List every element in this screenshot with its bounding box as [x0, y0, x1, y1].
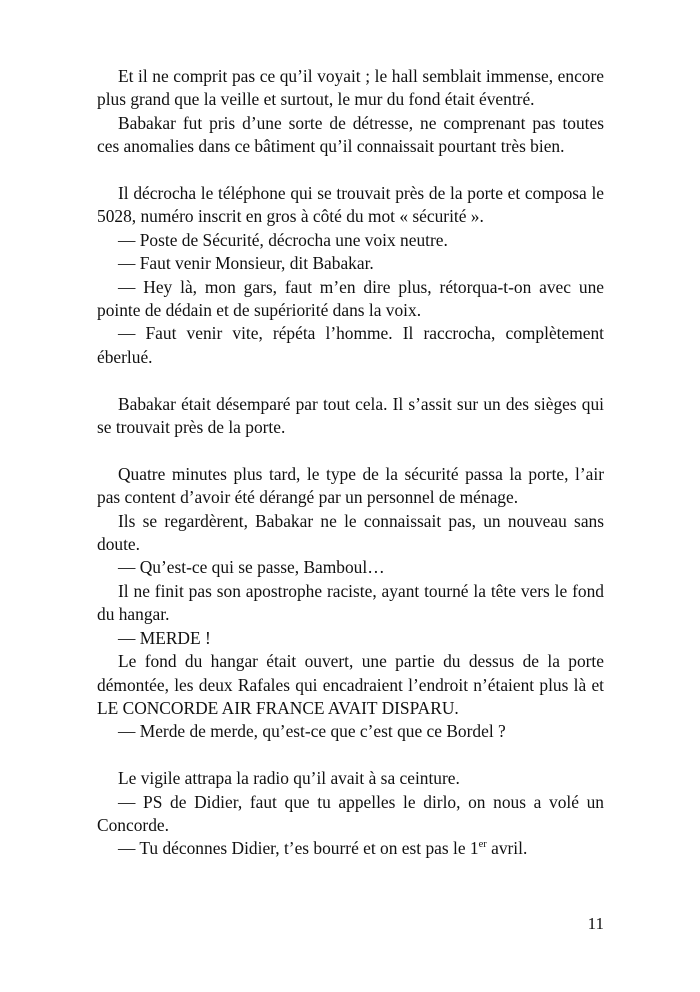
dialogue-text: — Tu déconnes Didier, t’es bourré et on est pas le 1 — [118, 838, 479, 859]
paragraph-gap — [97, 159, 604, 182]
paragraph-gap — [97, 369, 604, 392]
dialogue-line: — Faut venir vite, répéta l’homme. Il raccrocha, complètement éberlué. — [97, 323, 604, 367]
paragraph: Babakar était désemparé par tout cela. Il s’assit sur un des sièges qui se trouvait près de la porte. — [97, 393, 604, 438]
dialogue-line: — Faut venir Monsieur, dit Babakar. — [118, 253, 374, 274]
dialogue-line: — Qu’est-ce qui se passe, Bamboul… — [118, 557, 385, 578]
paragraph: Le vigile attrapa la radio qu’il avait à sa ceinture. — [118, 768, 460, 789]
paragraph: Quatre minutes plus tard, le type de la sécurité passa la porte, l’air pas content d’avoir été dérangé par un personnel de ménage. — [97, 463, 604, 508]
paragraph-gap — [97, 744, 604, 767]
dialogue-line: — MERDE ! — [118, 627, 211, 648]
body-text — [97, 65, 604, 861]
dialogue-line: — Poste de Sécurité, décrocha une voix neutre. — [118, 229, 448, 250]
page-number: 11 — [587, 914, 604, 933]
paragraph: Le fond du hangar était ouvert, une partie du dessus de la porte démontée, les deux Rafales qui encadraient l’endroit n’étaient plus là et LE CONCORDE AIR FRANCE AVAIT DISPARU. — [97, 651, 604, 718]
paragraph-gap — [97, 439, 604, 462]
dialogue-line: — Hey là, mon gars, faut m’en dire plus, rétorqua-t-on avec une pointe de dédain et de supériorité dans la voix. — [97, 276, 604, 321]
dialogue-line — [97, 837, 604, 860]
paragraph: Il ne finit pas son apostrophe raciste, ayant tourné la tête vers le fond du hangar. — [97, 580, 604, 625]
ordinal-superscript: er — [478, 839, 487, 851]
paragraph: Babakar fut pris d’une sorte de détresse, ne comprenant pas toutes ces anomalies dans ce bâtiment qu’il connaissait pourtant très bien. — [97, 112, 604, 157]
dialogue-line: — Merde de merde, qu’est-ce que c’est que ce Bordel ? — [118, 721, 506, 742]
paragraph: Il décrocha le téléphone qui se trouvait près de la porte et composa le 5028, numéro inscrit en gros à côté du mot « sécurité ». — [97, 183, 604, 227]
paragraph: Et il ne comprit pas ce qu’il voyait ; le hall semblait immense, encore plus grand que la veille et surtout, le mur du fond était éventré. — [97, 66, 604, 110]
dialogue-text-end: avril. — [486, 838, 528, 859]
paragraph: Ils se regardèrent, Babakar ne le connaissait pas, un nouveau sans doute. — [97, 510, 604, 555]
dialogue-line: — PS de Didier, faut que tu appelles le dirlo, on nous a volé un Concorde. — [97, 791, 604, 835]
